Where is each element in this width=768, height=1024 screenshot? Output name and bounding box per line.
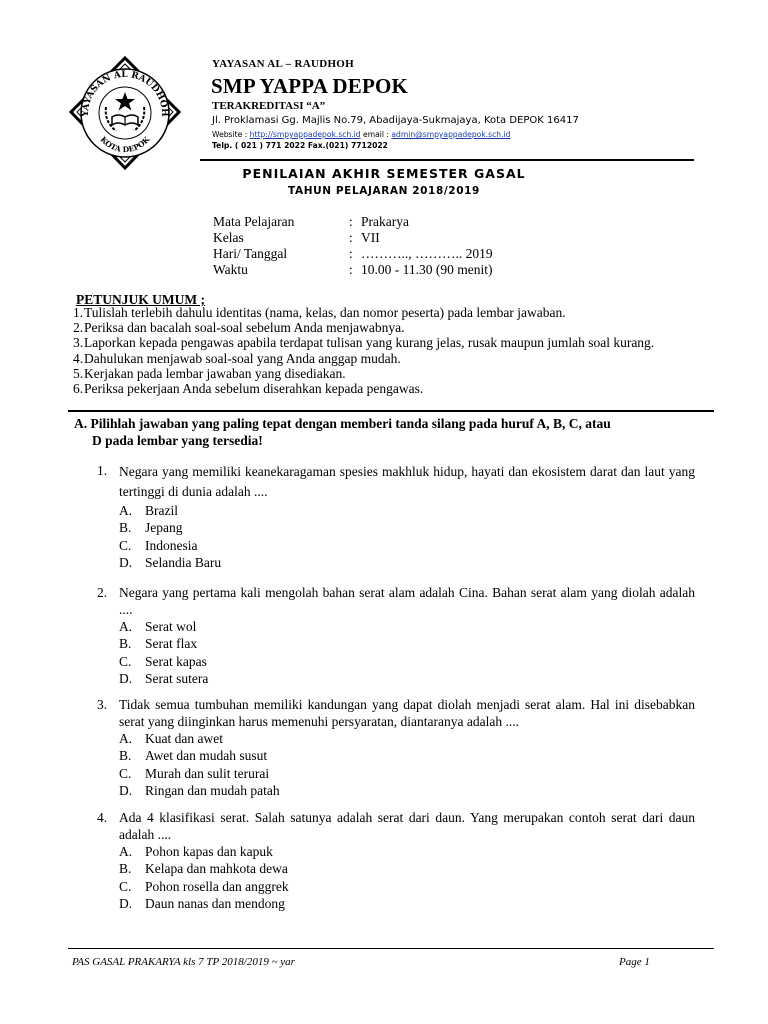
question-text: Negara yang pertama kali mengolah bahan serat alam adalah Cina. Bahan serat alam yang diolah adalah .... — [119, 585, 695, 617]
info-separator: : — [349, 246, 353, 261]
info-value: ……….., ……….. 2019 — [361, 246, 493, 261]
answer-option[interactable] — [119, 765, 695, 782]
answer-option[interactable] — [119, 502, 695, 519]
question-1 — [97, 462, 695, 572]
info-row-date — [213, 246, 493, 262]
foundation-name: YAYASAN AL – RAUDHOH — [212, 58, 355, 70]
header-divider — [200, 159, 694, 161]
instruction-text: Tulislah terlebih dahulu identitas (nama, kelas, dan nomor peserta) pada lembar jawaban. — [84, 305, 566, 320]
instruction-item — [73, 366, 713, 381]
question-number: 1. — [97, 463, 108, 478]
instruction-number: 2. — [73, 320, 84, 336]
question-number: 4. — [97, 810, 108, 825]
answer-option[interactable] — [119, 782, 695, 799]
instructions-heading: PETUNJUK UMUM ; — [76, 292, 205, 307]
answer-option[interactable] — [119, 670, 695, 687]
option-text: Serat wol — [145, 619, 197, 634]
question-number: 2. — [97, 585, 108, 600]
option-text: Jepang — [145, 520, 183, 536]
academic-year: TAHUN PELAJARAN 2018/2019 — [288, 185, 480, 197]
option-text: Pohon kapas dan kapuk — [145, 844, 273, 859]
email-label: email : — [360, 130, 392, 139]
section-divider — [68, 410, 714, 412]
phone-line: Telp. ( 021 ) 771 2022 Fax.(021) 7712022 — [212, 141, 388, 150]
email-link[interactable]: admin@smpyappadepok.sch.id — [391, 130, 511, 139]
info-label: Kelas — [213, 230, 244, 245]
option-letter: A. — [119, 731, 133, 746]
answer-option[interactable] — [119, 653, 695, 670]
answer-option[interactable] — [119, 519, 695, 536]
footer-document-info: PAS GASAL PRAKARYA kls 7 TP 2018/2019 ~ yar — [72, 956, 295, 968]
option-letter: B. — [119, 636, 132, 652]
question-text: Tidak semua tumbuhan memiliki kandungan yang dapat diolah menjadi serat alam. Hal ini disebabkan serat yang diinginkan harus memenuhi persyaratan, diantaranya adalah .... — [119, 697, 695, 729]
answer-option[interactable] — [119, 843, 695, 860]
info-separator: : — [349, 214, 353, 229]
instruction-number: 6. — [73, 381, 84, 397]
option-letter: B. — [119, 520, 132, 536]
instruction-item — [73, 305, 713, 320]
option-text: Daun nanas dan mendong — [145, 896, 285, 912]
option-letter: C. — [119, 878, 132, 894]
info-separator: : — [349, 262, 353, 277]
answer-option[interactable] — [119, 618, 695, 635]
option-letter: D. — [119, 671, 133, 687]
info-row-subject — [213, 214, 493, 230]
school-address: Jl. Proklamasi Gg. Majlis No.79, Abadijaya-Sukmajaya, Kota DEPOK 16417 — [212, 115, 579, 126]
option-letter: B. — [119, 861, 132, 877]
logo-text-bottom: KOTA DEPOK — [98, 134, 152, 155]
option-letter: C. — [119, 537, 132, 553]
answer-option[interactable] — [119, 895, 695, 912]
info-row-class — [213, 230, 493, 246]
exam-title: PENILAIAN AKHIR SEMESTER GASAL — [242, 166, 526, 181]
option-text: Ringan dan mudah patah — [145, 783, 280, 799]
question-4 — [97, 809, 695, 913]
accreditation: TERAKREDITASI “A” — [212, 100, 326, 112]
contact-line — [212, 130, 510, 139]
section-a-line2: D pada lembar yang tersedia! — [92, 433, 263, 448]
answer-option[interactable] — [119, 747, 695, 764]
info-label: Waktu — [213, 262, 248, 277]
instruction-item — [73, 320, 713, 335]
answer-options — [119, 843, 695, 913]
website-link[interactable]: http://smpyappadepok.sch.id — [249, 130, 361, 139]
info-label: Mata Pelajaran — [213, 214, 295, 229]
instruction-item — [73, 351, 713, 366]
info-value: 10.00 - 11.30 (90 menit) — [361, 262, 493, 277]
instruction-number: 1. — [73, 305, 84, 320]
option-letter: D. — [119, 555, 133, 571]
exam-info-table — [213, 214, 493, 278]
answer-option[interactable] — [119, 860, 695, 877]
info-separator: : — [349, 230, 353, 245]
answer-option[interactable] — [119, 878, 695, 895]
instruction-text: Dahulukan menjawab soal-soal yang Anda anggap mudah. — [84, 350, 401, 366]
option-letter: B. — [119, 748, 132, 764]
option-letter: D. — [119, 896, 133, 912]
option-text: Kuat dan awet — [145, 731, 223, 746]
info-label: Hari/ Tanggal — [213, 246, 288, 261]
question-number: 3. — [97, 697, 108, 712]
option-letter: D. — [119, 783, 133, 799]
option-text: Pohon rosella dan anggrek — [145, 878, 289, 894]
instruction-text: Kerjakan pada lembar jawaban yang disediakan. — [84, 365, 346, 381]
option-text: Serat flax — [145, 636, 198, 652]
option-text: Indonesia — [145, 537, 198, 553]
instruction-item — [73, 335, 713, 350]
answer-option[interactable] — [119, 635, 695, 652]
option-text: Serat sutera — [145, 671, 209, 687]
option-text: Selandia Baru — [145, 555, 222, 571]
option-text: Brazil — [145, 503, 178, 518]
logo-text-top: YAYASAN AL RAUDHOH — [80, 69, 170, 117]
website-label: Website : — [212, 130, 250, 139]
instruction-text: Laporkan kepada pengawas apabila terdapat tulisan yang kurang jelas, rusak maupun jumlah soal kurang. — [84, 335, 655, 351]
answer-options — [119, 730, 695, 800]
instruction-text: Periksa pekerjaan Anda sebelum diserahkan kepada pengawas. — [84, 381, 424, 397]
section-a-instruction — [74, 415, 714, 449]
info-value: Prakarya — [361, 214, 409, 229]
info-row-time — [213, 262, 493, 278]
option-text: Serat kapas — [145, 653, 207, 669]
question-3 — [97, 696, 695, 800]
instructions-list — [73, 305, 713, 396]
instruction-number: 5. — [73, 365, 84, 381]
info-value: VII — [361, 230, 380, 245]
instruction-text: Periksa dan bacalah soal-soal sebelum Anda menjawabnya. — [84, 320, 405, 336]
option-letter: A. — [119, 619, 133, 634]
option-letter: A. — [119, 503, 133, 518]
option-text: Kelapa dan mahkota dewa — [145, 861, 288, 877]
answer-options — [119, 502, 695, 572]
answer-option[interactable] — [119, 554, 695, 571]
option-text: Murah dan sulit terurai — [145, 765, 270, 781]
section-a-line1: A. Pilihlah jawaban yang paling tepat dengan memberi tanda silang pada huruf A, B, C, atau — [74, 416, 611, 431]
footer-page-number: Page 1 — [619, 956, 650, 968]
answer-option[interactable] — [119, 730, 695, 747]
option-letter: C. — [119, 653, 132, 669]
instruction-item — [73, 381, 713, 396]
answer-option[interactable] — [119, 537, 695, 554]
school-name: SMP YAPPA DEPOK — [211, 74, 409, 98]
school-logo — [66, 55, 184, 173]
option-letter: A. — [119, 844, 133, 859]
answer-options — [119, 618, 695, 688]
option-text: Awet dan mudah susut — [145, 748, 268, 764]
question-text: Negara yang memiliki keanekaragaman spesies makhluk hidup, hayati dan ekosistem darat dan laut yang tertinggi di dunia adalah .... — [119, 464, 695, 499]
instruction-number: 4. — [73, 350, 84, 366]
instruction-number: 3. — [73, 335, 84, 351]
question-text: Ada 4 klasifikasi serat. Salah satunya adalah serat dari daun. Yang merupakan contoh serat dari daun adalah .... — [119, 810, 695, 842]
option-letter: C. — [119, 765, 132, 781]
question-2 — [97, 584, 695, 688]
footer-divider — [68, 948, 714, 949]
